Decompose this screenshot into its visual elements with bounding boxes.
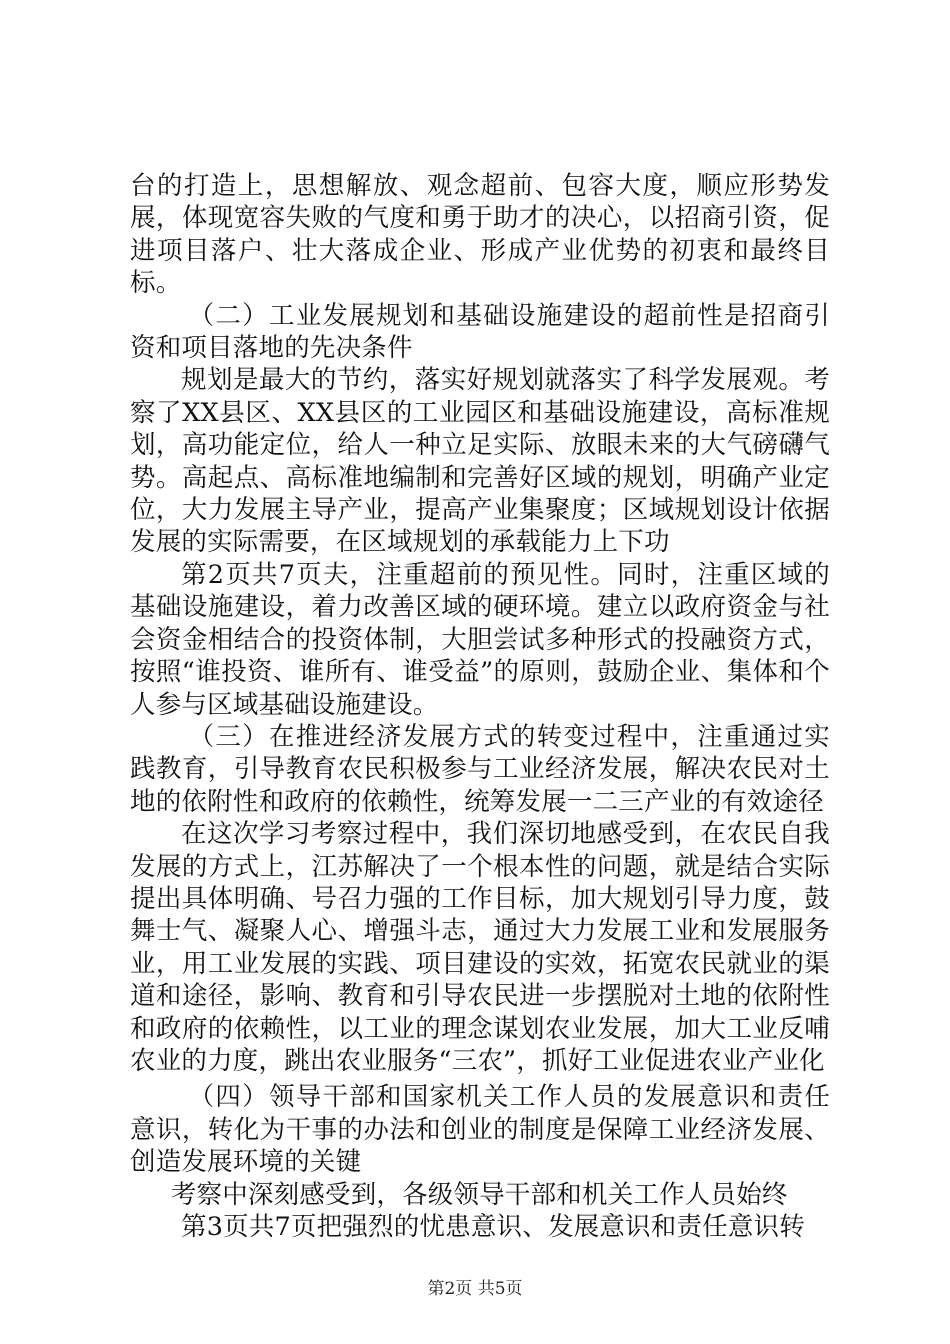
paragraph-6: 第3页共7页把强烈的忧患意识、发展意识和责任意识转 xyxy=(181,1212,805,1242)
paragraph-2: 规划是最大的节约，落实好规划就落实了科学发展观。考察了XX县区、XX县区的工业园区和基础设施建设，高标准规划，高功能定位，给人一种立足实际、放眼未来的大气磅礴气势。高起点、高标准地编制和完善好区域的规划，明确产业定位，大力发展主导产业，提高产业集聚度；区域规划设计依据发展的实际需要，在区域规划的承载能力上下功 xyxy=(130,365,830,558)
paragraph-1: 台的打造上，思想解放、观念超前、包容大度，顺应形势发展，体现宽容失败的气度和勇于助才的决心，以招商引资，促进项目落户、壮大落成企业、形成产业优势的初衷和最终目标。 xyxy=(130,171,830,299)
page-footer: 第2页 共5页 xyxy=(427,1279,523,1299)
paragraph-4: 在这次学习考察过程中，我们深切地感受到，在农民自我发展的方式上，江苏解决了一个根本性的问题，就是结合实际提出具体明确、号召力强的工作目标，加大规划引导力度，鼓舞士气、凝聚人心、增强斗志，通过大力发展工业和发展服务业，用工业发展的实践、项目建设的实效，拓宽农民就业的渠道和途径，影响、教育和引导农民进一步摆脱对土地的依附性和政府的依赖性，以工业的理念谋划农业发展，加大工业反哺农业的力度，跳出农业服务“三农”，抓好工业促进农业产业化 xyxy=(130,819,830,1076)
section-heading-2: （二）工业发展规划和基础设施建设的超前性是招商引资和项目落地的先决条件 xyxy=(130,300,830,364)
section-heading-4: （四）领导干部和国家机关工作人员的发展意识和责任意识，转化为干事的办法和创业的制度是保障工业经济发展、创造发展环境的关键 xyxy=(130,1082,830,1178)
paragraph-5: 考察中深刻感受到，各级领导干部和机关工作人员始终 xyxy=(170,1179,788,1210)
body-text xyxy=(130,170,830,1243)
section-heading-3: （三）在推进经济发展方式的转变过程中，注重通过实践教育，引导教育农民积极参与工业经济发展，解决农民对土地的依附性和政府的依赖性，统筹发展一二三产业的有效途径 xyxy=(130,721,830,817)
paragraph-3: 第2页共7页夫，注重超前的预见性。同时，注重区域的基础设施建设，着力改善区域的硬环境。建立以政府资金与社会资金相结合的投资体制，大胆尝试多种形式的投融资方式，按照“谁投资、谁所有、谁受益”的原则，鼓励企业、集体和个人参与区域基础设施建设。 xyxy=(130,559,830,720)
